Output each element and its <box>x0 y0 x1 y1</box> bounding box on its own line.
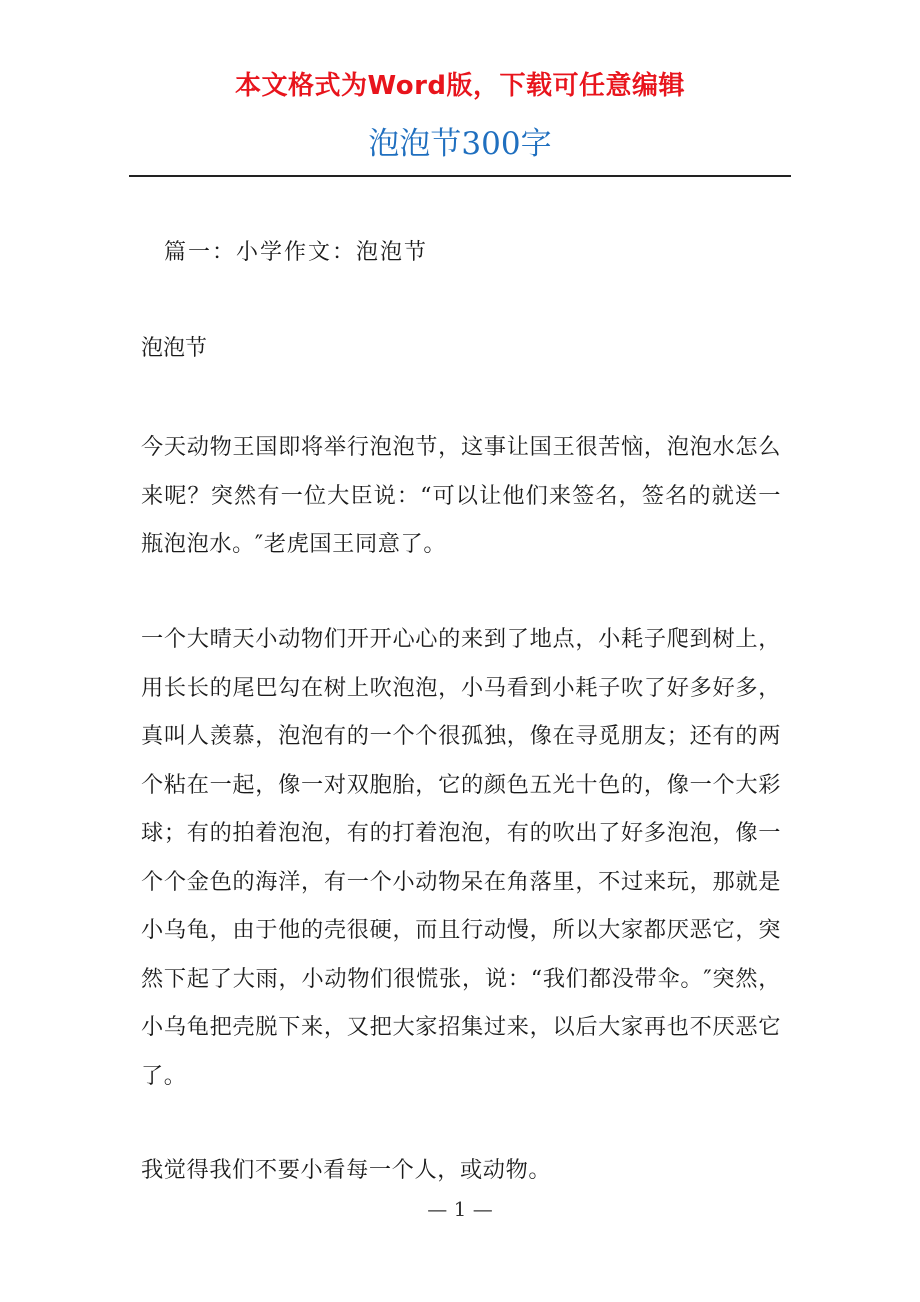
paragraph-3: 我觉得我们不要小看每一个人，或动物。 <box>141 1157 552 1183</box>
article-subheading: 篇一：小学作文：泡泡节 <box>164 240 429 265</box>
document-title: 泡泡节300字 <box>368 126 552 162</box>
title-divider <box>129 175 791 177</box>
format-notice-banner: 本文格式为Word版，下载可任意编辑 <box>234 71 686 101</box>
paragraph-1: 今天动物王国即将举行泡泡节，这事让国王很苦恼，泡泡水怎么来呢？突然有一位大臣说：“可以让他们来签名，签名的就送一瓶泡泡水。″老虎国王同意了。 <box>141 434 781 557</box>
page-number: — 1 — <box>427 1197 493 1221</box>
essay-title: 泡泡节 <box>141 336 208 361</box>
paragraph-2: 一个大晴天小动物们开开心心的来到了地点，小耗子爬到树上，用长长的尾巴勾在树上吹泡泡，小马看到小耗子吹了好多好多，真叫人羡慕，泡泡有的一个个很孤独，像在寻觅朋友；还有的两个粘在一起，像一对双胞胎，它的颜色五光十色的，像一个大彩球；有的拍着泡泡，有的打着泡泡，有的吹出了好多泡泡，像一个个金色的海洋，有一个小动物呆在角落里，不过来玩，那就是小乌龟，由于他的壳很硬，而且行动慢，所以大家都厌恶它，突然下起了大雨，小动物们很慌张，说：“我们都没带伞。″突然，小乌龟把壳脱下来，又把大家招集过来，以后大家再也不厌恶它了。 <box>141 626 781 1089</box>
